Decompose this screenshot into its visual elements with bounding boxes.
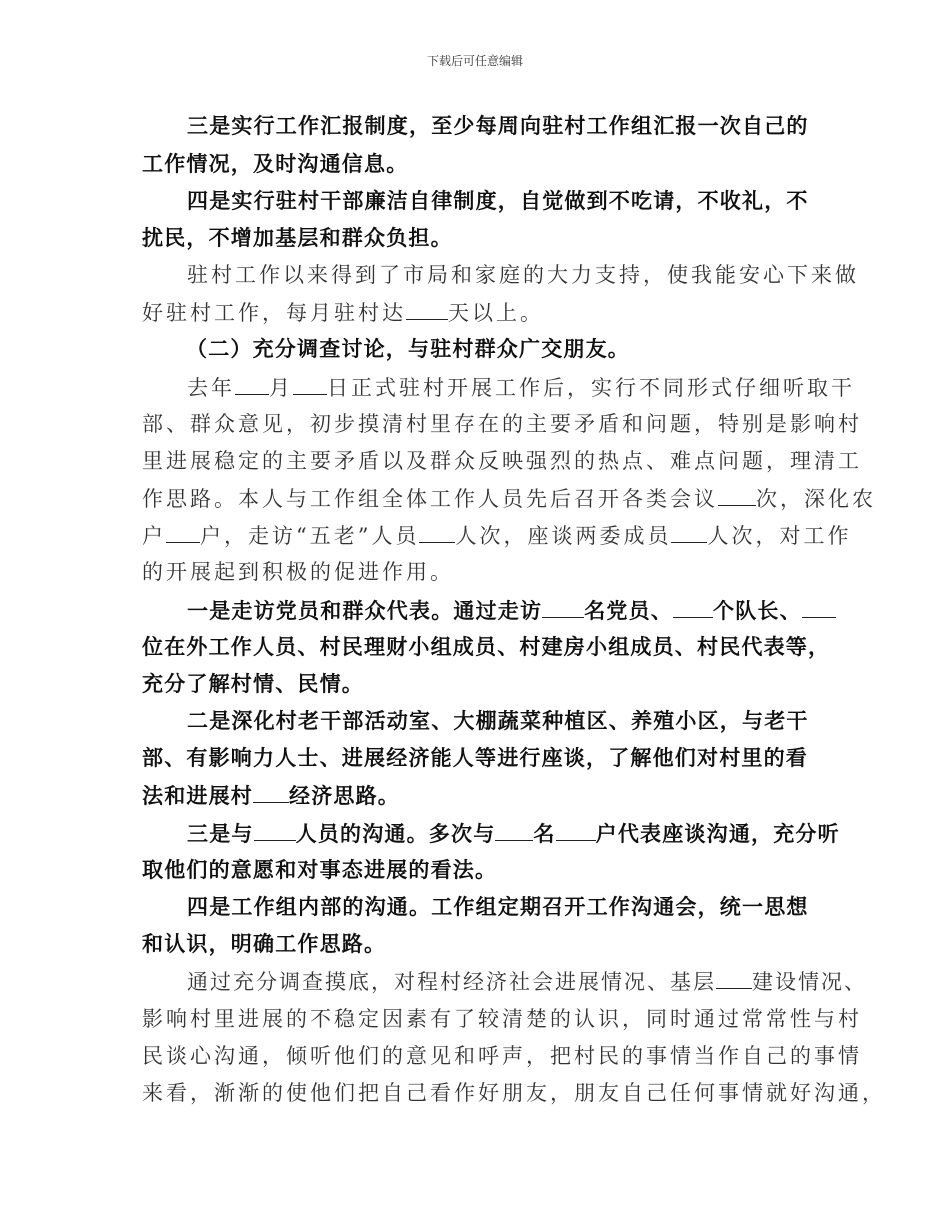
fill-blank	[419, 522, 455, 543]
paragraph-line: 取他们的意愿和对事态进展的看法。	[142, 858, 498, 882]
paragraph-line: 三是实行工作汇报制度，至少每周向驻村工作组汇报一次自己的	[187, 114, 809, 138]
paragraph-line: 二是深化村老干部活动室、大棚蔬菜种植区、养殖小区，与老干	[187, 709, 809, 733]
paragraph-line: 法和进展村 经济思路。	[142, 784, 400, 808]
paragraph-line: 作思路。本人与工作组全体工作人员先后召开各类会议 次，深化农	[142, 487, 876, 511]
fill-blank	[542, 597, 584, 618]
paragraph-line: 驻村工作以来得到了市局和家庭的大力支持，使我能安心下来做	[187, 263, 859, 287]
paragraph-line: 扰民，不增加基层和群众负担。	[142, 226, 453, 250]
fill-blank	[406, 299, 448, 320]
paragraph-line: 去年 月 日正式驻村开展工作后，实行不同形式仔细听取干	[187, 376, 855, 400]
fill-blank	[293, 374, 327, 395]
paragraph-line: 位在外工作人员、村民理财小组成员、村建房小组成员、村民代表等，	[142, 635, 831, 659]
fill-blank	[253, 782, 289, 803]
paragraph-line: 的开展起到积极的促进作用。	[142, 560, 454, 584]
paragraph-line: 来看，渐渐的使他们把自己看作好朋友，朋友自己任何事情就好沟通，	[142, 1081, 886, 1105]
fill-blank	[235, 374, 269, 395]
section-heading: （二）充分调查讨论，与驻村群众广交朋友。	[186, 337, 630, 361]
paragraph-line: 好驻村工作，每月驻村达 天以上。	[142, 301, 544, 325]
paragraph-line: 四是工作组内部的沟通。工作组定期召开工作沟通会，统一思想	[187, 895, 809, 919]
paragraph-line: 和认识，明确工作思路。	[142, 932, 387, 956]
paragraph-line: 部、群众意见，初步摸清村里存在的主要矛盾和问题，特别是影响村	[142, 412, 862, 436]
paragraph-line: 户 户，走访“五老”人员 人次，座谈两委成员 人次，对工作	[142, 524, 852, 548]
fill-blank	[166, 522, 200, 543]
paragraph-line: 四是实行驻村干部廉洁自律制度，自觉做到不吃请，不收礼，不	[187, 189, 809, 213]
paragraph-line: 工作情况，及时沟通信息。	[142, 152, 409, 176]
paragraph-line: 民谈心沟通，倾听他们的意见和呼声，把村民的事情当作自己的事情	[142, 1044, 862, 1068]
paragraph-line: 部、有影响力人士、进展经济能人等进行座谈，了解他们对村里的看	[142, 746, 808, 770]
fill-blank	[716, 968, 752, 989]
paragraph-line: 里进展稳定的主要矛盾以及群众反映强烈的热点、难点问题，理清工	[142, 449, 862, 473]
page-header: 下载后可任意编辑	[426, 54, 523, 68]
paragraph-line: 三是与 人员的沟通。多次与 名 户代表座谈沟通，充分听	[187, 822, 840, 846]
fill-blank	[718, 485, 756, 506]
paragraph-line: 通过充分调查摸底，对程村经济社会进展情况、基层 建设情况、	[187, 970, 867, 994]
fill-blank	[556, 820, 596, 841]
paragraph-line: 充分了解村情、民情。	[142, 672, 364, 696]
fill-blank	[671, 522, 707, 543]
paragraph-line: 一是走访党员和群众代表。通过走访 名党员、 个队长、	[187, 597, 836, 624]
paragraph-line: 影响村里进展的不稳定因素有了较清楚的认识，同时通过常常性与村	[142, 1007, 862, 1031]
fill-blank	[802, 597, 836, 618]
fill-blank	[495, 820, 533, 841]
fill-blank	[673, 597, 713, 618]
fill-blank	[254, 820, 296, 841]
